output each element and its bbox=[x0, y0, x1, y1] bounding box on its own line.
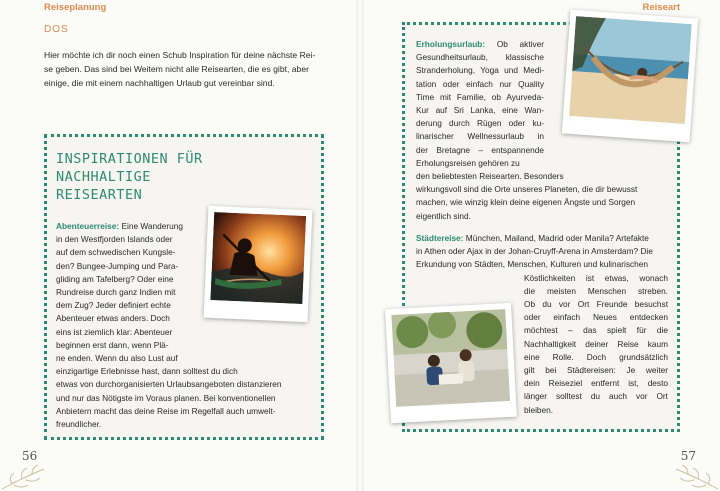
text-line: freundlicher. bbox=[56, 419, 102, 430]
text-line: etwas von durchorganisierten Urlaubsangeboten distanzieren bbox=[56, 379, 282, 390]
intro-line: einige, die mit einem nachhaltigen Urlaub gut vereinbar sind. bbox=[44, 78, 275, 88]
text-line: Kur auf Sri Lanka, eine Wan- bbox=[416, 105, 544, 116]
text-line: Ob du vor Ort Freunde besuchst bbox=[524, 299, 668, 310]
relaxation-lead: Erholungsurlaub: bbox=[416, 39, 486, 49]
text-line: derung durch Rügen oder ku- bbox=[416, 118, 544, 129]
text-line: Time mit Familie, ob Ayurveda- bbox=[416, 91, 544, 102]
text-line: einzigartige Erlebnisse hast, dann solltest du dich bbox=[56, 366, 238, 377]
text-line: machen, wie winzig klein deine eigenen Ängste und Sorgen bbox=[416, 197, 636, 208]
text-line: eigentlich sind. bbox=[416, 210, 471, 221]
text-line: gilt bei Städtereisen: Je weiter bbox=[524, 365, 668, 376]
text-line: gliding am Tafelberg? Oder eine bbox=[56, 273, 174, 284]
text-line: Gesundheitsurlaub, klassische bbox=[416, 52, 544, 63]
text-line: in Athen oder Ajax in der Johan-Cruyff-Arena in Amsterdam? Die bbox=[416, 246, 653, 257]
text-line: in den Westfjorden Islands oder bbox=[56, 234, 173, 245]
text-line: der Bretagne – entspannende bbox=[416, 144, 544, 155]
text-line: wirkungsvoll sind die Orte unseres Planeten, die dir bewusst bbox=[416, 184, 638, 195]
text-line: länger solltest du auch vor Ort bbox=[524, 391, 668, 402]
text-line: Köstlichkeiten ist etwas, wonach bbox=[524, 272, 668, 283]
leaf-decoration-icon bbox=[0, 461, 60, 491]
adventure-lead: Abenteuerreise: bbox=[56, 221, 120, 231]
adventure-paragraph bbox=[56, 220, 316, 431]
text-line: Abenteuer etwas anders. Doch bbox=[56, 313, 170, 324]
text-line: und nur das Nötigste im Voraus planen. Bei konventionellen bbox=[56, 392, 276, 403]
text-line: Erholungsreisen gehören zu bbox=[416, 157, 520, 168]
text-line: dem Zug? Jeder definiert echte bbox=[56, 300, 171, 311]
book-gutter bbox=[356, 0, 364, 491]
text-line: linarischer Wellnessurlaub in bbox=[416, 131, 544, 142]
text-line: auf dem schwedischen Kungsle- bbox=[56, 247, 176, 258]
text-line: die meisten Menschen streben. bbox=[524, 285, 668, 296]
text-line: Nachhaltigkeit deiner Reise kaum bbox=[524, 338, 668, 349]
box-title bbox=[56, 150, 296, 204]
text-line: dein Reiseziel entfernt ist, desto bbox=[524, 378, 668, 389]
intro-paragraph bbox=[44, 48, 328, 90]
text-line bbox=[56, 220, 316, 233]
city-trip-lead: Städtereise: bbox=[416, 233, 464, 243]
section-label: DOS bbox=[44, 24, 69, 35]
relaxation-paragraph bbox=[416, 38, 668, 223]
text-run: Eine Wanderung bbox=[119, 221, 183, 231]
text-line: eins ist ziemlich klar: Abenteuer bbox=[56, 326, 173, 337]
box-title-line: INSPIRATIONEN FÜR NACHHALTIGE bbox=[56, 151, 203, 185]
text-run: Ob aktiver bbox=[485, 39, 544, 49]
text-line: Erkundung von Städten, Menschen, Kulturen und kulinarischen bbox=[416, 259, 649, 270]
running-head-right: Reiseart bbox=[642, 2, 680, 13]
page-number-left: 56 bbox=[22, 449, 38, 463]
text-line: beginnen erst dann, wenn Plä- bbox=[56, 339, 169, 350]
intro-line: se geben. Das sind bei Weitem nicht alle Reisearten, die es gibt, aber bbox=[44, 64, 309, 74]
city-trip-paragraph bbox=[416, 232, 668, 417]
intro-line: Hier möchte ich dir noch einen Schub Inspiration für deine nächste Rei- bbox=[44, 50, 316, 60]
text-line bbox=[416, 232, 668, 245]
text-line: Rundreise durch ganz Indien mit bbox=[56, 287, 176, 298]
text-line: eine Rolle. Doch grundsätzlich bbox=[524, 351, 668, 362]
text-line: tation oder einfach nur Quality bbox=[416, 78, 544, 89]
page-number-right: 57 bbox=[680, 449, 696, 463]
text-line: Anbietern macht das deine Reise im Regelfall auch umwelt- bbox=[56, 405, 276, 416]
text-run: München, Mailand, Madrid oder Manila? Artefakte bbox=[463, 233, 649, 243]
box-title-line: REISEARTEN bbox=[56, 187, 143, 203]
running-head-left: Reiseplanung bbox=[44, 2, 107, 13]
text-line: ne enden. Wenn du also Lust auf bbox=[56, 353, 178, 364]
text-line bbox=[416, 38, 544, 51]
text-line: Stranderholung, Yoga und Medi- bbox=[416, 65, 544, 76]
text-line: den? Bungee-Jumping und Para- bbox=[56, 260, 179, 271]
text-line: möchtest – das spielt für die bbox=[524, 325, 668, 336]
text-line: oder einfach Neues entdecken bbox=[524, 312, 668, 323]
text-line: bleiben. bbox=[524, 404, 554, 415]
text-line: den beliebtesten Reisearten. Besonders bbox=[416, 171, 564, 182]
leaf-decoration-icon bbox=[660, 461, 720, 491]
